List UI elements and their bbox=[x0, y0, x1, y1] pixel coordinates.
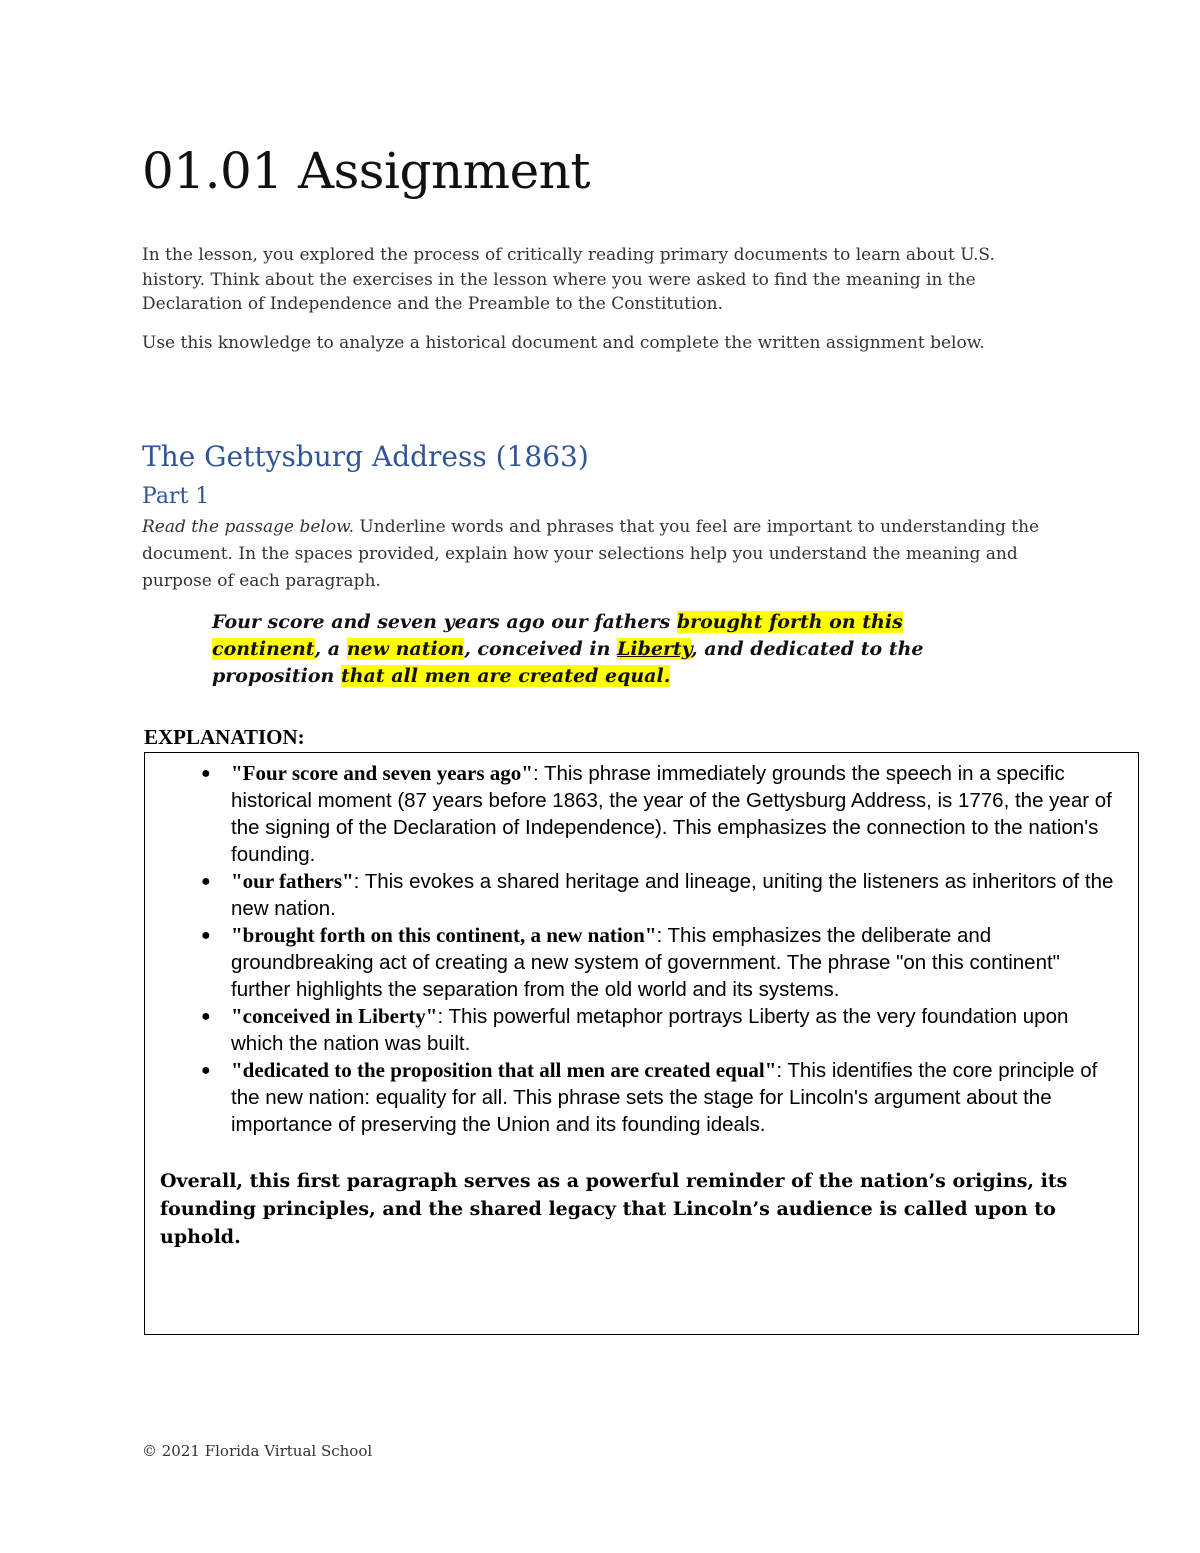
intro-paragraph: In the lesson, you explored the process of critically reading primary documents to learn about U.S. history. Think about the exercises in the lesson where you were asked to find the meaning in the Declaration of Independence and the Preamble to the Constitution. bbox=[142, 245, 995, 314]
explanation-list bbox=[145, 760, 1125, 1138]
passage-text: , and dedicated to the proposition bbox=[212, 638, 924, 687]
highlighted-phrase: Liberty bbox=[617, 638, 691, 660]
explanation-term: "brought forth on this continent, a new nation" bbox=[231, 923, 657, 947]
explanation-text-box[interactable] bbox=[144, 752, 1139, 1335]
copyright-footer: © 2021 Florida Virtual School bbox=[142, 1442, 373, 1460]
summary-paragraph: Overall, this first paragraph serves as a powerful reminder of the nation’s origins, its founding principles, and the shared legacy that Lincoln’s audience is called upon to uphold. bbox=[160, 1170, 1068, 1248]
explanation-text: : This phrase immediately grounds the speech in a specific historical moment (87 years before 1863, the year of the Gettysburg Address, is 1776, the year of the signing of the Declaration of Independence). This emphasizes the connection to the nation's founding. bbox=[231, 762, 1112, 866]
passage-text: Four score and seven years ago our fathers bbox=[212, 611, 677, 633]
bullet-icon: ● bbox=[201, 927, 211, 944]
intro-paragraph: Use this knowledge to analyze a historical document and complete the written assignment below. bbox=[142, 333, 985, 353]
explanation-term: "Four score and seven years ago" bbox=[231, 761, 533, 785]
explanation-term: "our fathers" bbox=[231, 869, 354, 893]
section-heading: The Gettysburg Address (1863) bbox=[142, 440, 589, 473]
explanation-text: : This emphasizes the deliberate and groundbreaking act of creating a new system of government. The phrase "on this continent" further highlights the separation from the old world and its systems. bbox=[231, 924, 1060, 1001]
explanation-term: "dedicated to the proposition that all men are created equal" bbox=[231, 1058, 777, 1082]
passage-text: , a bbox=[314, 638, 347, 660]
passage-text: , conceived in bbox=[464, 638, 618, 660]
list-item bbox=[145, 868, 1125, 922]
instructions-lead: Read the passage below. bbox=[142, 517, 355, 537]
explanation-text: : This evokes a shared heritage and lineage, uniting the listeners as inheritors of the new nation. bbox=[231, 870, 1114, 920]
bullet-icon: ● bbox=[201, 873, 211, 890]
bullet-icon: ● bbox=[201, 1008, 211, 1025]
explanation-text: : This powerful metaphor portrays Liberty as the very foundation upon which the nation was built. bbox=[231, 1005, 1069, 1055]
part-heading: Part 1 bbox=[142, 484, 210, 509]
explanation-text: : This identifies the core principle of the new nation: equality for all. This phrase sets the stage for Lincoln's argument about the importance of preserving the Union and its founding ideals. bbox=[231, 1059, 1098, 1136]
list-item bbox=[145, 922, 1125, 1003]
list-item bbox=[145, 1003, 1125, 1057]
explanation-term: "conceived in Liberty" bbox=[231, 1004, 438, 1028]
explanation-label: EXPLANATION: bbox=[144, 725, 305, 749]
highlighted-phrase: new nation bbox=[346, 638, 465, 660]
page-title: 01.01 Assignment bbox=[142, 142, 590, 200]
instructions bbox=[142, 514, 1062, 595]
list-item bbox=[145, 1057, 1125, 1138]
passage-quote bbox=[212, 609, 972, 690]
bullet-icon: ● bbox=[201, 1062, 211, 1079]
list-item bbox=[145, 760, 1125, 868]
highlighted-phrase: that all men are created equal. bbox=[340, 665, 671, 687]
highlighted-phrase: brought forth on this continent bbox=[212, 611, 903, 660]
instructions-body: Underline words and phrases that you feel are important to understanding the document. In the spaces provided, explain how your selections help you understand the meaning and purpose of each paragraph. bbox=[142, 517, 1040, 591]
bullet-icon: ● bbox=[201, 765, 211, 782]
